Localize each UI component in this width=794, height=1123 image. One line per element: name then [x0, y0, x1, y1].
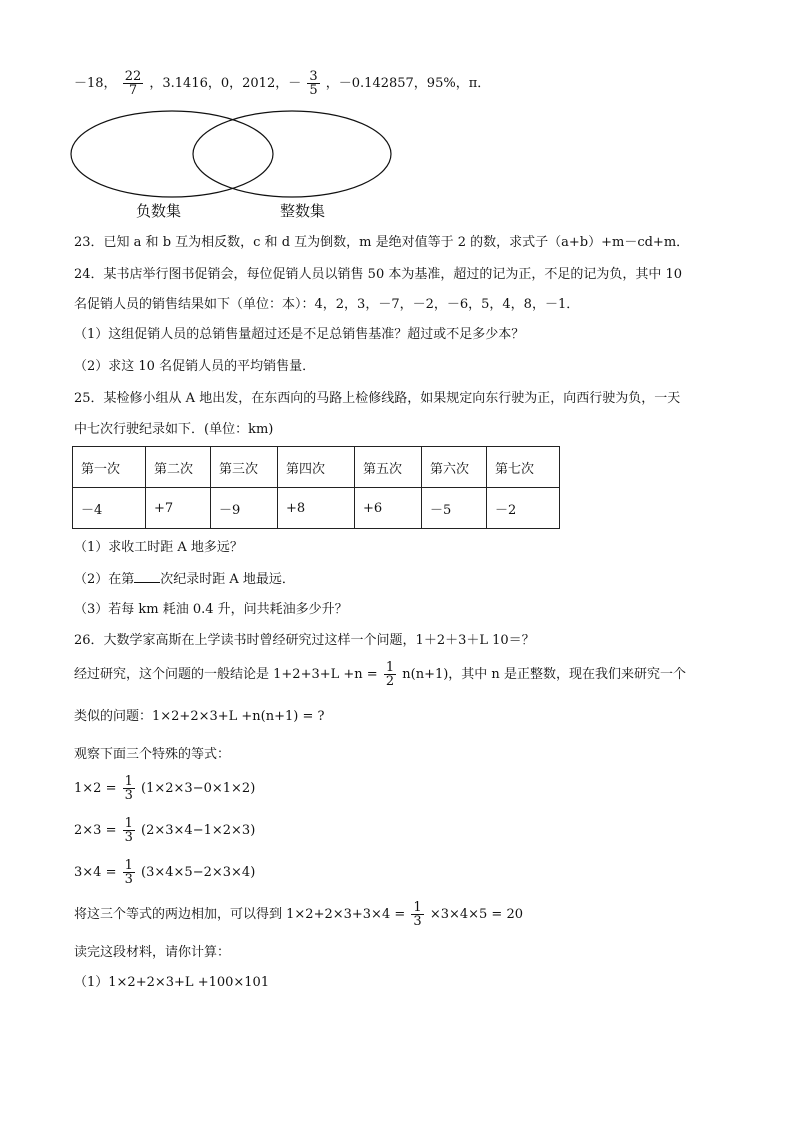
fraction-numerator: 1 — [413, 900, 422, 915]
table-cell: +7 — [146, 488, 211, 529]
question-24-line1: 24．某书店举行图书促销会，每位促销人员以销售 50 本为基准，超过的记为正，不足的记为负，其中 10 — [74, 267, 683, 282]
table-header-cell: 第四次 — [278, 447, 355, 488]
integer-set-ellipse — [193, 111, 391, 197]
table-cell: －2 — [487, 488, 560, 529]
question-24-line2: 名促销人员的销售结果如下（单位：本）：4，2，3，－7，－2，－6，5，4，8，－1． — [74, 297, 580, 312]
table-header-cell: 第二次 — [146, 447, 211, 488]
question-25-line1: 25．某检修小组从 A 地出发，在东西向的马路上检修线路，如果规定向东行驶为正，向西行驶为负，一天 — [74, 391, 681, 406]
fraction-1-3 — [123, 859, 135, 886]
sum-equation-a: 将这三个等式的两边相加，可以得到 1×2+2×3+3×4 = — [74, 907, 406, 922]
table-cell: －5 — [422, 488, 487, 529]
question-26-line3: 类似的问题：1×2+2×3+L +n(n+1) = ? — [74, 709, 325, 724]
fraction-1-2 — [384, 661, 396, 688]
number-list-part-c: ，－0.142857，95%，π． — [325, 76, 491, 91]
fraction-denominator: 3 — [413, 914, 422, 929]
table-header-cell: 第六次 — [422, 447, 487, 488]
table-header-cell: 第七次 — [487, 447, 560, 488]
fraction-1-3 — [123, 817, 135, 844]
question-25-sub2 — [74, 570, 295, 589]
fraction-numerator: 3 — [309, 69, 318, 84]
question-26-read: 读完这段材料，请你计算： — [74, 945, 231, 960]
question-24-sub1: （1）这组促销人员的总销售量超过还是不足总销售基准？超过或不足多少本？ — [74, 327, 525, 342]
table-cell: －9 — [211, 488, 278, 529]
equation-2 — [74, 814, 255, 848]
fraction-denominator: 3 — [124, 872, 133, 887]
table-header-cell: 第五次 — [355, 447, 422, 488]
fraction-denominator: 7 — [128, 83, 138, 98]
equation-3-lhs: 3×4 = — [74, 865, 117, 880]
table-cell: +8 — [278, 488, 355, 529]
question-26-sub1: （1）1×2+2×3+L +100×101 — [74, 975, 270, 990]
fraction-1-3 — [123, 775, 135, 802]
question-25-sub1: （1）求收工时距 A 地多远？ — [74, 540, 243, 555]
number-list-part-b: ，3.1416，0，2012，－ — [149, 76, 302, 91]
fraction-denominator: 5 — [309, 83, 318, 98]
question-26-line2 — [74, 660, 686, 690]
fraction-denominator: 3 — [124, 788, 133, 803]
question-25-sub2-suffix: 次纪录时距 A 地最远． — [160, 572, 295, 587]
question-26-line2-b: n(n+1)，其中 n 是正整数，现在我们来研究一个 — [402, 667, 686, 682]
table-header-cell: 第三次 — [211, 447, 278, 488]
fraction-denominator: 2 — [385, 674, 395, 689]
fraction-numerator: 1 — [385, 660, 395, 675]
fraction-1-3 — [411, 901, 423, 928]
fraction-numerator: 1 — [124, 858, 133, 873]
answer-blank[interactable] — [134, 570, 160, 583]
driving-record-table — [72, 446, 560, 529]
table-header-row — [73, 447, 560, 488]
equation-2-lhs: 2×3 = — [74, 823, 117, 838]
negative-set-ellipse — [71, 111, 273, 197]
venn-diagram — [0, 0, 794, 230]
question-26-line4: 观察下面三个特殊的等式： — [74, 747, 231, 762]
equation-3-rhs: (3×4×5−2×3×4) — [141, 865, 256, 880]
table-cell: +6 — [355, 488, 422, 529]
equation-2-rhs: (2×3×4−1×2×3) — [141, 823, 256, 838]
equation-1-rhs: (1×2×3−0×1×2) — [141, 781, 256, 796]
question-25-sub3: （3）若每 km 耗油 0.4 升，问共耗油多少升？ — [74, 602, 348, 617]
table-cell: －4 — [73, 488, 146, 529]
question-24-sub2: （2）求这 10 名促销人员的平均销售量． — [74, 359, 316, 374]
fraction-numerator: 1 — [124, 816, 133, 831]
fraction-numerator: 22 — [124, 69, 142, 84]
table-row — [73, 488, 560, 529]
number-list-part-a: －18， — [74, 76, 117, 91]
question-26-line2-a: 经过研究，这个问题的一般结论是 1+2+3+L +n = — [74, 667, 378, 682]
fraction-denominator: 3 — [124, 830, 133, 845]
fraction-numerator: 1 — [124, 774, 133, 789]
equation-1-lhs: 1×2 = — [74, 781, 117, 796]
table-header-cell: 第一次 — [73, 447, 146, 488]
question-23: 23．已知 a 和 b 互为相反数，c 和 d 互为倒数，m 是绝对值等于 2 的数，求式子（a+b）+m－cd+m． — [74, 235, 690, 250]
integer-set-label: 整数集 — [280, 202, 326, 220]
question-25-line2: 中七次行驶纪录如下．(单位：km) — [74, 422, 274, 437]
question-26-line1: 26．大数学家高斯在上学读书时曾经研究过这样一个问题，1＋2＋3＋L 10＝？ — [74, 633, 535, 648]
sum-equation — [74, 898, 523, 932]
question-25-sub2-prefix: （2）在第 — [74, 572, 135, 587]
equation-3 — [74, 856, 255, 890]
equation-1 — [74, 772, 255, 806]
sum-equation-b: ×3×4×5 = 20 — [429, 907, 524, 922]
negative-set-label: 负数集 — [136, 202, 182, 220]
